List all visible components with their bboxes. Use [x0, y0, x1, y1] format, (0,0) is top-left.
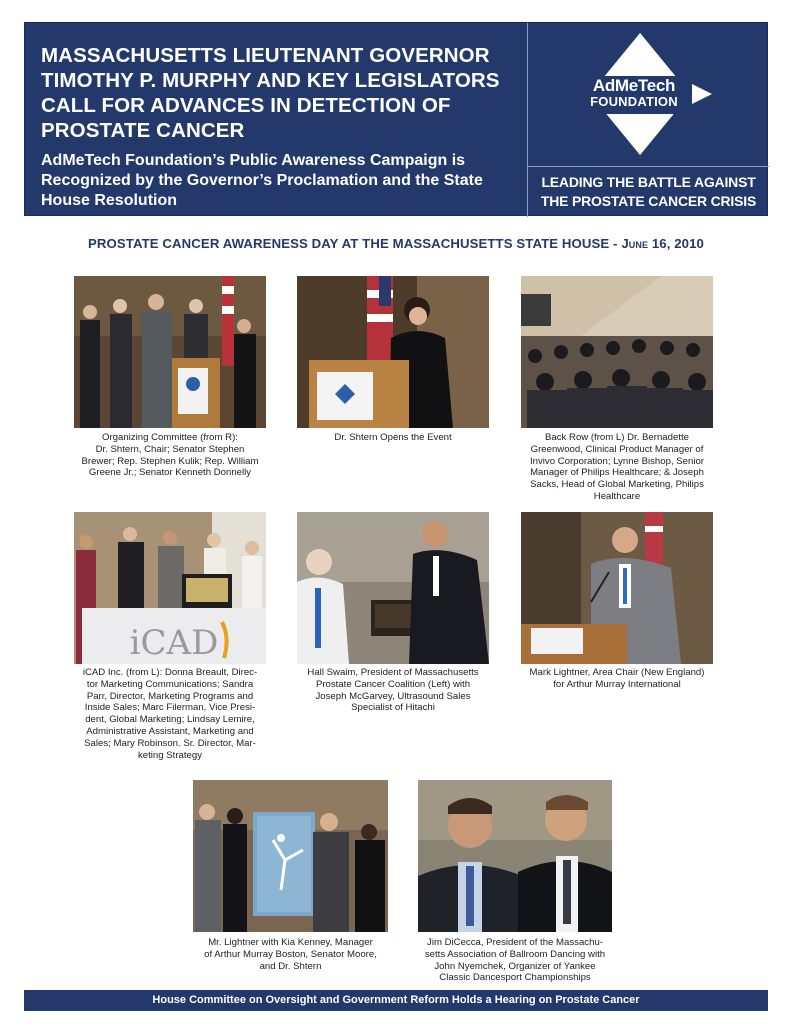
tagline: LEADING THE BATTLE AGAINST THE PROSTATE CANCER CRISIS: [540, 174, 757, 209]
footer-banner: House Committee on Oversight and Government Reform Holds a Hearing on Prostate Cancer: [24, 990, 768, 1011]
group-at-podium-photo: [74, 276, 266, 428]
audience-photo: [521, 276, 713, 428]
admetech-logo: [580, 33, 720, 155]
photo-caption-5: Hall Swaim, President of Massachusetts Prostate Cancer Coalition (Left) with Joseph McGarvey, Ultrasound Sales Specialist of Hitachi: [307, 667, 479, 714]
exhibit-booth-photo: [74, 512, 266, 664]
equipment-demo-photo: [297, 512, 489, 664]
headline: MASSACHUSETTS LIEUTENANT GOVERNOR TIMOTHY P. MURPHY AND KEY LEGISLATORS CALL FOR ADVANCES IN DETECTION OF PROSTATE CANCER: [41, 44, 500, 142]
photo-caption-6: Mark Lightner, Area Chair (New England) for Arthur Murray International: [529, 667, 705, 690]
photo-caption-8: Jim DiCecca, President of the Massachu- setts Association of Ballroom Dancing with John Nyemchek, Organizer of Yankee Classic Dancesport Championships: [424, 937, 606, 984]
photo-caption-3: Back Row (from L) Dr. Bernadette Greenwood, Clinical Product Manager of Invivo Corporation; Lynne Bishop, Senior Manager of Philips Healthcare; & Joseph Sacks, Head of Global Marketing, Philips Healthcare: [529, 432, 705, 502]
logo-line-2: FOUNDATION: [590, 94, 678, 109]
logo-panel-rule: [528, 166, 769, 167]
photo-caption-7: Mr. Lightner with Kia Kenney, Manager of Arthur Murray Boston, Senator Moore, and Dr. Shtern: [204, 937, 377, 972]
logo-line-1: AdMeTech: [592, 76, 676, 95]
logo-wordmark: [584, 78, 684, 110]
subheadline: AdMeTech Foundation’s Public Awareness Campaign is Recognized by the Governor’s Proclamation and the State House Resolution: [41, 152, 483, 209]
photo-caption-4: iCAD Inc. (from L): Donna Breault, Direc- tor Marketing Communications; Sandra Parr, Director, Marketing Programs and Inside Sales; Marc Filerman, Vice Presi- dent, Global Marketing; Lindsay Lemire, Administrative Assistant, Marketing and Sales; Mary Robinson. Sr. Director, Mar- keting Strategy: [82, 667, 258, 761]
event-title-text: PROSTATE CANCER AWARENESS DAY AT THE MASSACHUSETTS STATE HOUSE -: [88, 236, 622, 251]
photo-caption-2: Dr. Shtern Opens the Event: [334, 432, 452, 443]
svg-text:iCAD: iCAD: [129, 623, 219, 663]
photo-caption-1: Organizing Committee (from R): Dr. Shtern, Chair; Senator Stephen Brewer; Rep. Stephen Kulik; Rep. William Greene Jr.; Senator Kenneth Donnelly: [81, 432, 259, 479]
event-date: June 16, 2010: [621, 236, 704, 251]
header-text-block: [25, 23, 527, 217]
two-men-portrait-photo: [418, 780, 612, 932]
event-title: [24, 236, 768, 251]
logo-panel: [528, 23, 769, 217]
man-at-podium-photo: [521, 512, 713, 664]
header-banner: [24, 22, 768, 216]
speaker-at-podium-photo: [297, 276, 489, 428]
group-with-poster-photo: [193, 780, 388, 932]
